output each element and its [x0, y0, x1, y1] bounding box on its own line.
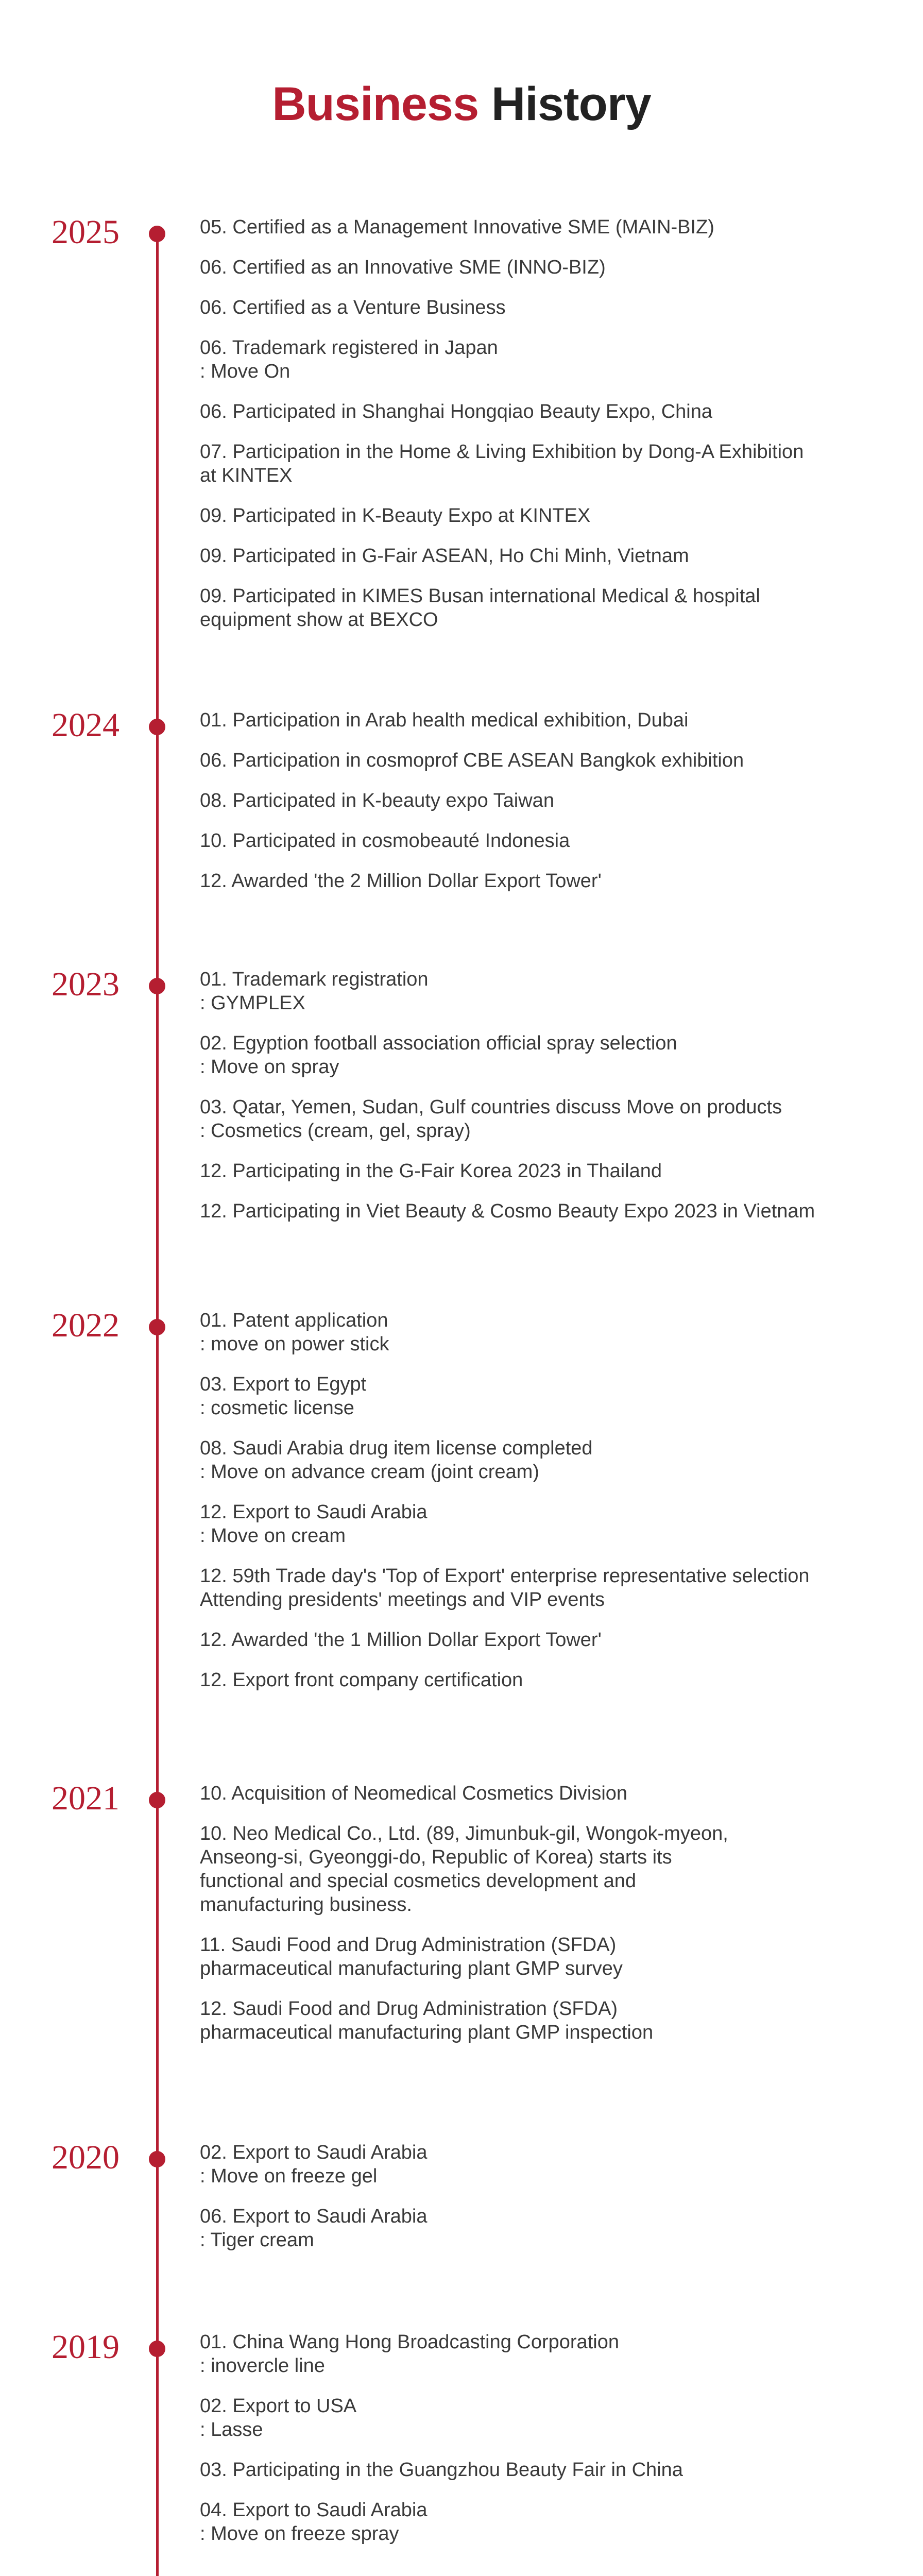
list-item: 02. Egyption football association official spray selection : Move on spray — [200, 1032, 677, 1078]
year-label: 2020 — [52, 2139, 119, 2176]
list-item: 12. Participating in the G-Fair Korea 2023 in Thailand — [200, 1160, 662, 1182]
list-item: 04. Export to Saudi Arabia : Move on freeze spray — [200, 2499, 428, 2545]
year-label: 2023 — [52, 965, 119, 1003]
timeline-dot — [149, 1792, 165, 1808]
list-item: 06. Participation in cosmoprof CBE ASEAN Bangkok exhibition — [200, 750, 744, 771]
list-item: 06. Trademark registered in Japan : Move On — [200, 337, 498, 382]
list-item: 01. China Wang Hong Broadcasting Corporation : inovercle line — [200, 2331, 619, 2377]
event-list — [200, 215, 880, 648]
list-item: 10. Participated in cosmobeauté Indonesia — [200, 830, 570, 852]
event-list — [200, 968, 880, 1240]
list-item: 12. Export front company certification — [200, 1669, 523, 1691]
year-label: 2022 — [52, 1307, 119, 1344]
year-label: 2019 — [52, 2328, 119, 2366]
page-title-accent: Business — [272, 78, 479, 130]
list-item: 06. Certified as an Innovative SME (INNO-BIZ) — [200, 257, 606, 278]
list-item: 06. Participated in Shanghai Hongqiao Beauty Expo, China — [200, 401, 713, 422]
event-list — [200, 2141, 880, 2268]
event-list — [200, 708, 880, 909]
list-item: 06. Certified as a Venture Business — [200, 297, 506, 318]
timeline-dot — [149, 1319, 165, 1335]
list-item: 03. Qatar, Yemen, Sudan, Gulf countries discuss Move on products : Cosmetics (cream, gel, spray) — [200, 1096, 782, 1142]
list-item: 11. Saudi Food and Drug Administration (SFDA) pharmaceutical manufacturing plant GMP survey — [200, 1934, 623, 1979]
list-item: 01. Participation in Arab health medical exhibition, Dubai — [200, 709, 689, 731]
list-item: 12. Saudi Food and Drug Administration (SFDA) pharmaceutical manufacturing plant GMP inspection — [200, 1998, 654, 2043]
list-item: 05. Certified as a Management Innovative SME (MAIN-BIZ) — [200, 216, 714, 238]
list-item: 12. Awarded 'the 2 Million Dollar Export Tower' — [200, 870, 602, 892]
timeline-dot — [149, 719, 165, 735]
timeline-dot — [149, 2151, 165, 2167]
list-item: 03. Export to Egypt : cosmetic license — [200, 1374, 367, 1419]
list-item: 09. Participated in KIMES Busan international Medical & hospital equipment show at BEXCO — [200, 585, 760, 631]
list-item: 02. Export to Saudi Arabia : Move on freeze gel — [200, 2142, 428, 2187]
list-item: 10. Acquisition of Neomedical Cosmetics Division — [200, 1783, 628, 1804]
list-item: 09. Participated in K-Beauty Expo at KINTEX — [200, 505, 591, 527]
timeline-line — [156, 229, 159, 2576]
page-title — [0, 77, 923, 131]
list-item: 01. Patent application : move on power stick — [200, 1310, 389, 1355]
list-item: 12. 59th Trade day's 'Top of Export' enterprise representative selection Attending presidents' meetings and VIP events — [200, 1565, 810, 1611]
list-item: 02. Export to USA : Lasse — [200, 2395, 357, 2441]
timeline-dot — [149, 226, 165, 242]
list-item: 08. Saudi Arabia drug item license completed : Move on advance cream (joint cream) — [200, 1437, 593, 1483]
list-item: 12. Export to Saudi Arabia : Move on cream — [200, 1501, 428, 1547]
year-label: 2024 — [52, 706, 119, 744]
list-item: 01. Trademark registration : GYMPLEX — [200, 969, 429, 1014]
list-item: 09. Participated in G-Fair ASEAN, Ho Chi Minh, Vietnam — [200, 545, 689, 567]
event-list — [200, 1309, 880, 1708]
list-item: 12. Awarded 'the 1 Million Dollar Export Tower' — [200, 1629, 602, 1651]
list-item: 06. Export to Saudi Arabia : Tiger cream — [200, 2206, 428, 2251]
event-list — [200, 1782, 880, 2061]
timeline-dot — [149, 978, 165, 994]
list-item: 07. Participation in the Home & Living Exhibition by Dong-A Exhibition at KINTEX — [200, 441, 804, 486]
year-label: 2021 — [52, 1780, 119, 1817]
list-item: 12. Participating in Viet Beauty & Cosmo Beauty Expo 2023 in Vietnam — [200, 1200, 815, 1222]
page-title-rest: History — [491, 78, 651, 130]
timeline-dot — [149, 2341, 165, 2357]
year-label: 2025 — [52, 213, 119, 251]
event-list — [200, 2330, 880, 2562]
list-item: 10. Neo Medical Co., Ltd. (89, Jimunbuk-gil, Wongok-myeon, Anseong-si, Gyeonggi-do, Republic of Korea) starts its functional and special cosmetics development and manufacturing business. — [200, 1823, 728, 1916]
list-item: 08. Participated in K-beauty expo Taiwan — [200, 790, 554, 811]
list-item: 03. Participating in the Guangzhou Beauty Fair in China — [200, 2459, 683, 2481]
